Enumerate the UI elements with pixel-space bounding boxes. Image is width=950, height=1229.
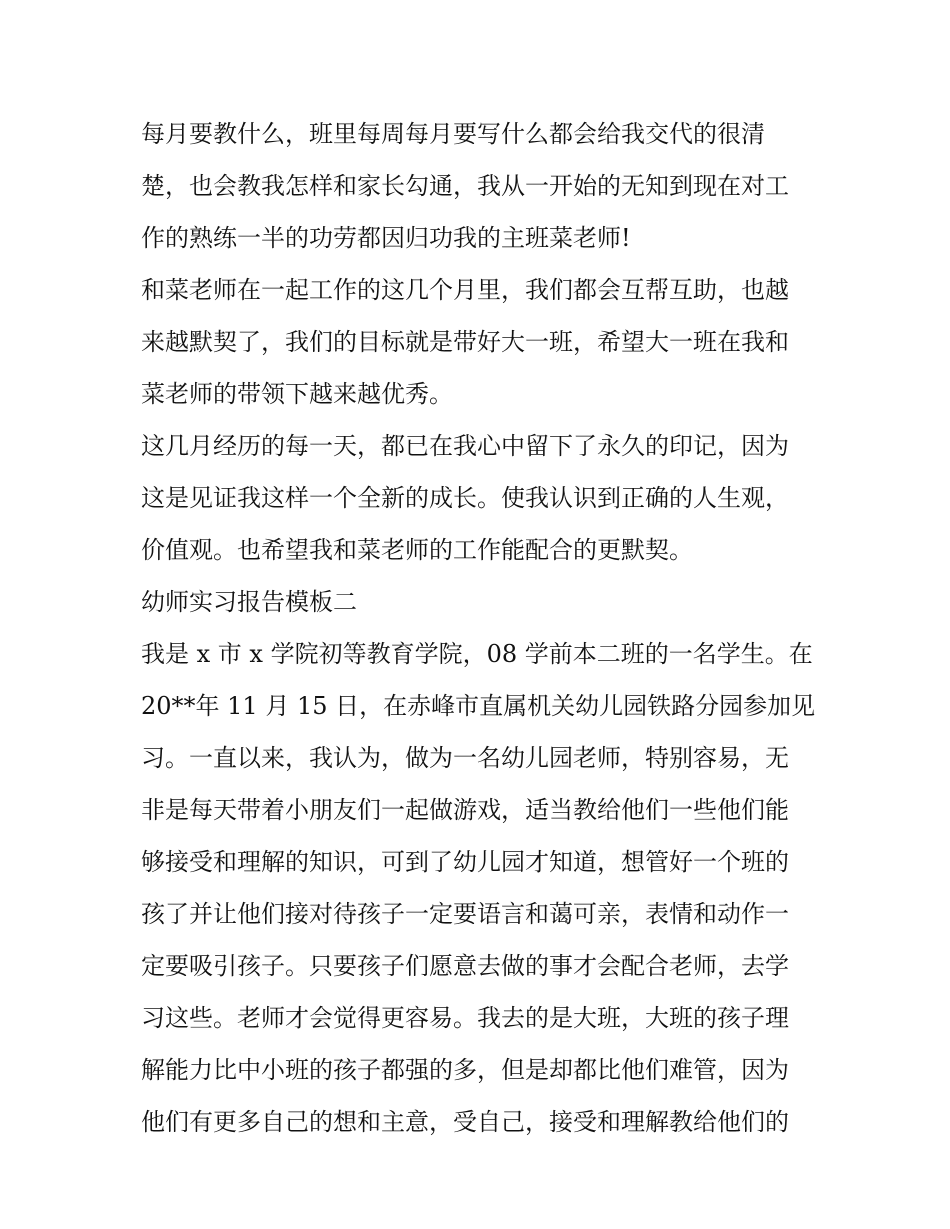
section-heading: 幼师实习报告模板二 bbox=[141, 588, 357, 616]
text-line: 孩了并让他们接对待孩子一定要语言和蔼可亲，表情和动作一 bbox=[141, 900, 789, 928]
text-line: 习这些。老师才会觉得更容易。我去的是大班，大班的孩子理 bbox=[141, 1004, 789, 1032]
text-line: 习。一直以来，我认为，做为一名幼儿园老师，特别容易，无 bbox=[141, 744, 789, 772]
text-line: 这几月经历的每一天，都已在我心中留下了永久的印记，因为 bbox=[141, 432, 789, 460]
text-line: 这是见证我这样一个全新的成长。使我认识到正确的人生观， bbox=[141, 484, 789, 512]
body-text bbox=[141, 108, 821, 1148]
text-line: 够接受和理解的知识，可到了幼儿园才知道，想管好一个班的 bbox=[141, 848, 789, 876]
text-line: 解能力比中小班的孩子都强的多，但是却都比他们难管，因为 bbox=[141, 1056, 789, 1084]
text-line: 我是 x 市 x 学院初等教育学院，08 学前本二班的一名学生。在 bbox=[141, 640, 813, 668]
text-line: 定要吸引孩子。只要孩子们愿意去做的事才会配合老师，去学 bbox=[141, 952, 789, 980]
text-line: 价值观。也希望我和菜老师的工作能配合的更默契。 bbox=[141, 536, 693, 564]
text-line: 来越默契了，我们的目标就是带好大一班，希望大一班在我和 bbox=[141, 328, 789, 356]
text-line: 菜老师的带领下越来越优秀。 bbox=[141, 380, 453, 408]
text-line: 非是每天带着小朋友们一起做游戏，适当教给他们一些他们能 bbox=[141, 796, 789, 824]
text-line: 和菜老师在一起工作的这几个月里，我们都会互帮互助，也越 bbox=[141, 276, 789, 304]
text-line: 每月要教什么，班里每周每月要写什么都会给我交代的很清 bbox=[141, 120, 765, 148]
text-line: 作的熟练一半的功劳都因归功我的主班菜老师! bbox=[141, 224, 631, 252]
text-line: 20**年 11 月 15 日，在赤峰市直属机关幼儿园铁路分园参加见 bbox=[141, 692, 816, 720]
text-line: 他们有更多自己的想和主意，受自己，接受和理解教给他们的 bbox=[141, 1108, 789, 1136]
text-line: 楚，也会教我怎样和家长勾通，我从一开始的无知到现在对工 bbox=[141, 172, 789, 200]
